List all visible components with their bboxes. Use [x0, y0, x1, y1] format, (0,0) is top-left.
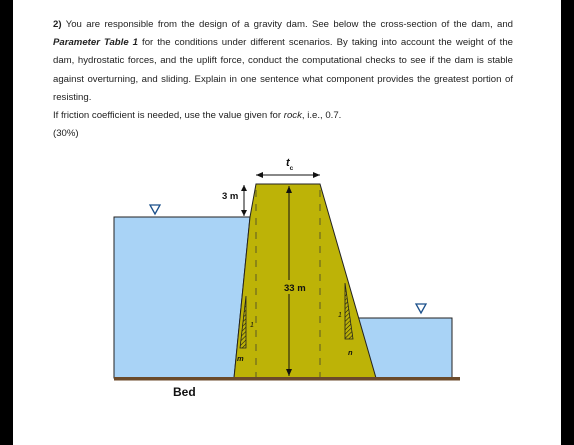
dam-height-label: 33 m — [284, 283, 306, 294]
friction-prefix: If friction coefficient is needed, use the value given for — [53, 110, 282, 122]
freeboard-label: 3 m — [222, 191, 239, 202]
friction-material: rock — [283, 110, 302, 122]
downstream-slope-rise: 1 — [338, 312, 342, 319]
upstream-slope-rise: 1 — [250, 322, 254, 329]
downstream-slope-run: n — [348, 348, 353, 357]
upstream-slope-run: m — [237, 354, 244, 363]
foundation-bed — [114, 377, 460, 381]
upstream-water-level-icon — [150, 205, 160, 214]
parameter-table-reference: Parameter Table 1 — [53, 37, 139, 49]
problem-body-2: for the conditions under different scenarios. By taking into account the weight of the dam, hydrostatic forces, and the uplift force, conduct the computational checks to see if the dam is stable against overturning, and sliding. Explain in one sentence what component provides the greatest portion of resisting. — [53, 37, 513, 103]
bed-label: Bed — [173, 385, 196, 399]
downstream-water-level-icon — [416, 304, 426, 313]
problem-body-1: You are responsible from the design of a gravity dam. See below the cross-section of the dam, and — [65, 19, 513, 30]
friction-suffix: , i.e., 0.7. — [301, 110, 342, 122]
problem-weight: (30%) — [53, 128, 79, 140]
upstream-water — [114, 217, 250, 378]
problem-number: 2) — [53, 19, 62, 30]
crest-width-label: $t_c$ — [286, 157, 294, 172]
